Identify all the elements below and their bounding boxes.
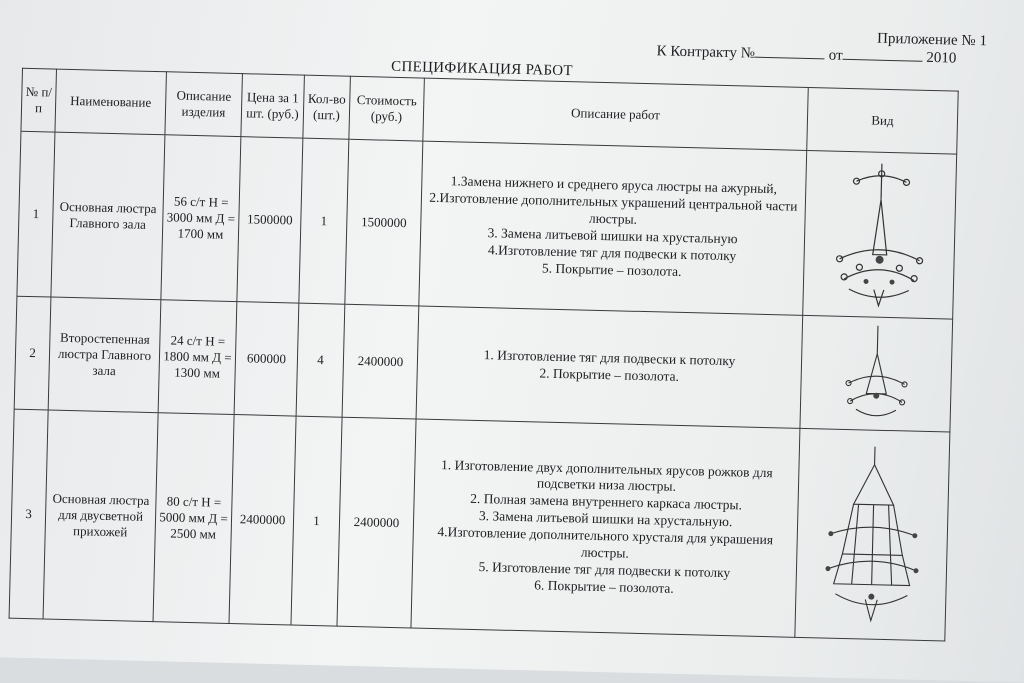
cell-name: Второстепенная люстра Главного зала (48, 297, 161, 413)
cell-work (416, 306, 803, 428)
header-no: № п/п (21, 68, 57, 132)
work-line: 3. Замена литьевой шишки на хрустальную. (417, 507, 794, 533)
cell-view (795, 428, 950, 641)
work-line: 6. Покрытие – позолота. (415, 574, 792, 600)
header-work: Описание работ (423, 78, 808, 150)
work-line: 4.Изготовление дополнительного хрусталя для украшения люстры. (416, 524, 794, 567)
cell-price: 600000 (234, 302, 299, 416)
cell-qty: 4 (296, 303, 345, 417)
cell-work (419, 141, 807, 315)
work-line: 1. Изготовление двух дополнительных ярусов рожков для подсветки низа люстры. (418, 456, 796, 499)
cell-qty: 1 (291, 416, 342, 626)
cell-desc: 80 с/т Н = 5000 мм Д = 2500 мм (153, 413, 234, 624)
cell-no: 3 (9, 409, 48, 619)
header-cost: Стоимость (руб.) (349, 76, 425, 141)
header-name: Наименование (55, 69, 167, 135)
cell-name: Основная люстра для двусветной прихожей (43, 410, 158, 622)
document-header (657, 25, 1017, 34)
table-row (9, 409, 950, 641)
contract-prefix: К Контракту № (656, 43, 755, 61)
chandelier-icon (820, 443, 924, 625)
cell-desc: 56 с/т Н = 3000 мм Д = 1700 мм (161, 135, 241, 302)
header-qty: Кол-во (шт.) (303, 75, 351, 139)
work-line: 5. Изготовление тяг для подвески к потолку (416, 557, 793, 583)
cell-price: 1500000 (237, 137, 303, 303)
work-line: 2. Полная замена внутреннего каркаса люстры. (417, 490, 794, 516)
page-title: СПЕЦИФИКАЦИЯ РАБОТ (391, 59, 573, 80)
cell-desc: 24 с/т Н = 1800 мм Д = 1300 мм (158, 300, 237, 415)
cell-view (803, 150, 957, 319)
cell-cost: 1500000 (345, 139, 423, 306)
chandelier-icon (835, 323, 917, 425)
header-price: Цена за 1 шт. (руб.) (241, 74, 305, 138)
header-desc: Описание изделия (165, 72, 243, 137)
cell-cost: 2400000 (337, 417, 416, 628)
work-line: 2. Покрытие – позолота. (421, 363, 798, 389)
cell-no: 2 (14, 296, 51, 410)
cell-qty: 1 (299, 138, 349, 304)
cell-name: Основная люстра Главного зала (51, 132, 165, 300)
header-view: Вид (807, 87, 958, 154)
cell-no: 1 (17, 131, 55, 297)
chandelier-icon (823, 158, 937, 311)
work-line: 2.Изготовление дополнительных украшений центральной части люстры. (424, 190, 802, 233)
cell-cost: 2400000 (342, 304, 419, 419)
contract-from: от (829, 47, 843, 63)
cell-work (411, 419, 800, 637)
specification-table (9, 68, 959, 642)
appendix-label: Приложение № 1 (877, 31, 987, 51)
cell-price: 2400000 (229, 415, 296, 625)
table-row (17, 131, 957, 319)
work-line: 3. Замена литьевой шишки на хрустальную (424, 224, 801, 250)
cell-view (800, 315, 953, 432)
work-line: 4.Изготовление тяг для подвески к потолку (424, 241, 801, 267)
contract-year: 2010 (926, 50, 956, 67)
work-line: 1.Замена нижнего и среднего яруса люстры на ажурный, (425, 173, 802, 199)
work-line: 1. Изготовление тяг для подвески к потолку (421, 346, 798, 372)
work-line: 5. Покрытие – позолота. (423, 257, 800, 283)
